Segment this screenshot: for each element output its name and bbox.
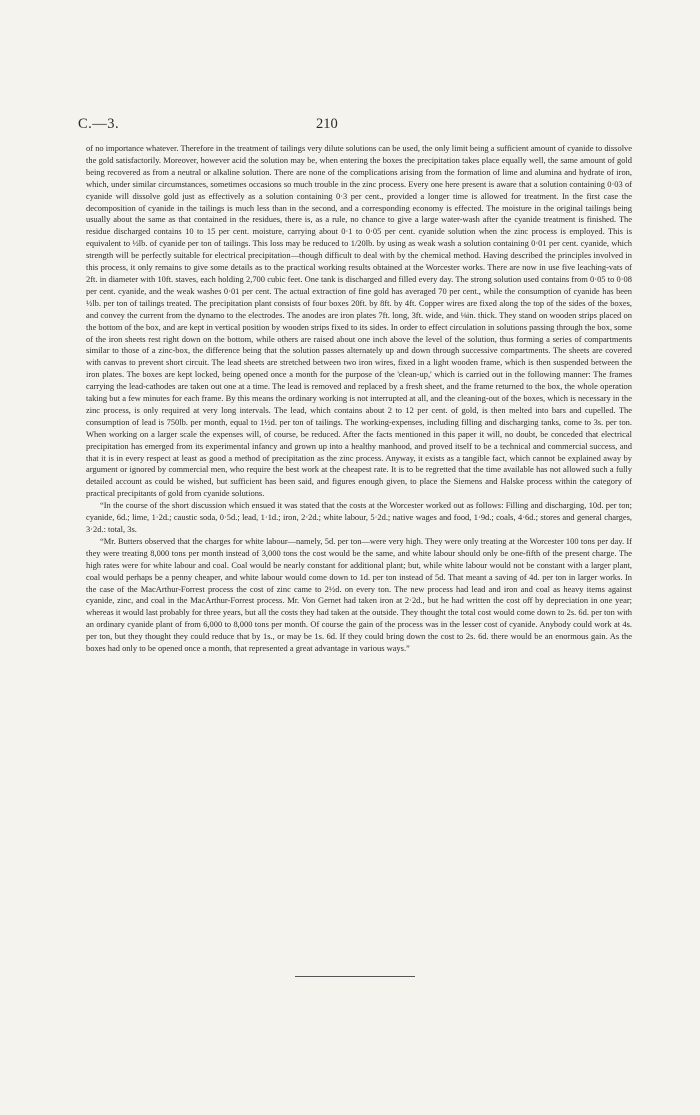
page-number: 210 bbox=[316, 116, 338, 132]
body-text bbox=[86, 143, 632, 655]
page-header bbox=[78, 116, 632, 134]
document-reference: C.—3. bbox=[78, 116, 120, 132]
section-divider bbox=[295, 976, 415, 977]
paragraph-butters-remarks: “Mr. Butters observed that the charges for white labour—namely, 5d. per ton—were very high. They were only treating at the Worcester 100 tons per day. If they were treating 8,000 tons per month instead of 3,000 tons the cost would be the same, and white labour should only be one-fifth of the present charge. The high rates were for white labour and coal. Coal would be nearly constant for additional plant; but, while white labour would not be constant with a larger plant, coal would perhaps be a penny cheaper, and white labour would come down to 1d. per ton instead of 5d. That meant a saving of 4d. per ton in larger works. In the case of the MacArthur-Forrest process the cost of zinc came to 2½d. on every ton. The new process had lead and iron and coal as heavy items against cyanide, zinc, and coal in the MacArthur-Forrest process. Mr. Von Gernet had taken iron at 2·2d., but he had written the cost off by depreciation in one year; whereas it would last probably for three years, but all the costs they had taken at the outside. They thought the total cost would come down to 2s. 6d. per ton with an ordinary cyanide plant of from 6,000 to 8,000 tons per month. Of course the gain of the process was in the lesser cost of cyanide. Anybody could work at 4s. per ton, but they thought they could reduce that by 1s., or may be 1s. 6d. If they could bring down the cost to 2s. 6d. there would be an enormous gain. As the boxes had only to be opened once a month, that represented a great advantage in various ways.” bbox=[86, 535, 632, 654]
paragraph-electrical-precipitation: of no importance whatever. Therefore in the treatment of tailings very dilute solutions can be used, the only limit being a sufficient amount of cyanide to dissolve the gold satisfactorily. Moreover, however acid the solution may be, when entering the boxes the precipitation takes place equally well, the same amount of gold being recovered as from a neutral or alkaline solution. There are none of the complications arising from the formation of lime and alumina and hydrate of iron, which, under similar circumstances, sometimes occasions so much trouble in the zinc process. Every one here present is aware that a solution containing 0·03 of cyanide will dissolve gold just as effectively as a solution containing 0·3 per cent., provided a longer time is allowed for treatment. In the first case the decomposition of cyanide in the tailings is much less than in the second, and a corresponding economy is effected. The moisture in the original tailings being usually about the same as that contained in the residues, there is, as a rule, no chance to give a large water-wash after the cyanide treatment is finished. The residue discharged contains 10 to 15 per cent. moisture, carrying about 0·1 to 0·05 per cent. cyanide solution when the zinc process is employed. This is equivalent to ½lb. of cyanide per ton of tailings. This loss may be reduced to 1/20lb. by using as weak wash a solution containing 0·01 per cent. cyanide, which strength will be perfectly suitable for electrical precipitation—though difficult to deal with by the chemical method. Having described the principles involved in this process, it only remains to give some details as to the practical working results obtained at the Worcester works. There are now in use five leaching-vats of 2ft. in diameter with 10ft. staves, each holding 2,700 cubic feet. One tank is discharged and filled every day. The strong solution used contains from 0·05 to 0·08 per cent. cyanide, and the weak washes 0·01 per cent. The actual extraction of fine gold has averaged 70 per cent., while the consumption of cyanide has been ½lb. per ton of tailings treated. The precipitation plant consists of four boxes 20ft. by 8ft. by 4ft. Copper wires are fixed along the top of the sides of the boxes, and convey the current from the dynamo to the electrodes. The anodes are iron plates 7ft. long, 3ft. wide, and ⅛in. thick. They stand on wooden strips placed on the bottom of the box, and are kept in vertical position by wooden strips fixed to its sides. In order to effect circulation in solutions passing through the box, some of the iron sheets rest right down on the bottom, while others are raised about one inch above the level of the solution, thus forming a series of compartments similar to those of a zinc-box, the difference being that the solution passes alternately up and down through successive compartments. The sheets are covered with canvas to prevent short circuit. The lead sheets are stretched between two iron wires, fixed in a light wooden frame, which is then suspended between the iron plates. The boxes are kept locked, being opened once a month for the purpose of the 'clean-up,' which is carried out in the following manner: The frames carrying the lead-cathodes are taken out one at a time. The lead is removed and replaced by a fresh sheet, and the frame returned to the box, the whole operation taking but a few minutes for each frame. By this means the ordinary working is not interrupted at all, and the cleaning-out of the boxes, which is necessary in the zinc process, is only required at very long intervals. The lead, which contains about 2 to 12 per cent. of gold, is then melted into bars and cupelled. The consumption of lead is 750lb. per month, equal to 1½d. per ton of tailings. The working-expenses, including filling and discharging tanks, come to 3s. per ton. When working on a larger scale the expenses will, of course, be reduced. After the facts mentioned in this paper it will, no doubt, be conceded that electrical precipitation has emerged from its experimental infancy and grown up into a healthy manhood, and proved itself to be a technical and commercial success, and that it is in every respect at least as good a method of precipitation as the zinc process. Anyway, it exists as a tangible fact, which cannot be explained away by argument or ignored by commercial men, who require the best work at the cheapest rate. It is to be regretted that the time available has not allowed such a fully detailed account as could be wished, but sufficient has been said, and figures enough given, to place the Siemens and Halske process within the category of practical precipitants of gold from cyanide solutions. bbox=[86, 143, 632, 499]
paragraph-worcester-costs: “In the course of the short discussion which ensued it was stated that the costs at the Worcester worked out as follows: Filling and discharging, 10d. per ton; cyanide, 6d.; lime, 1·2d.; caustic soda, 0·5d.; lead, 1·1d.; iron, 2·2d.; white labour, 5·2d.; native wages and food, 1·9d.; coals, 4·6d.; stores and general charges, 3·2d.: total, 3s. bbox=[86, 500, 632, 534]
